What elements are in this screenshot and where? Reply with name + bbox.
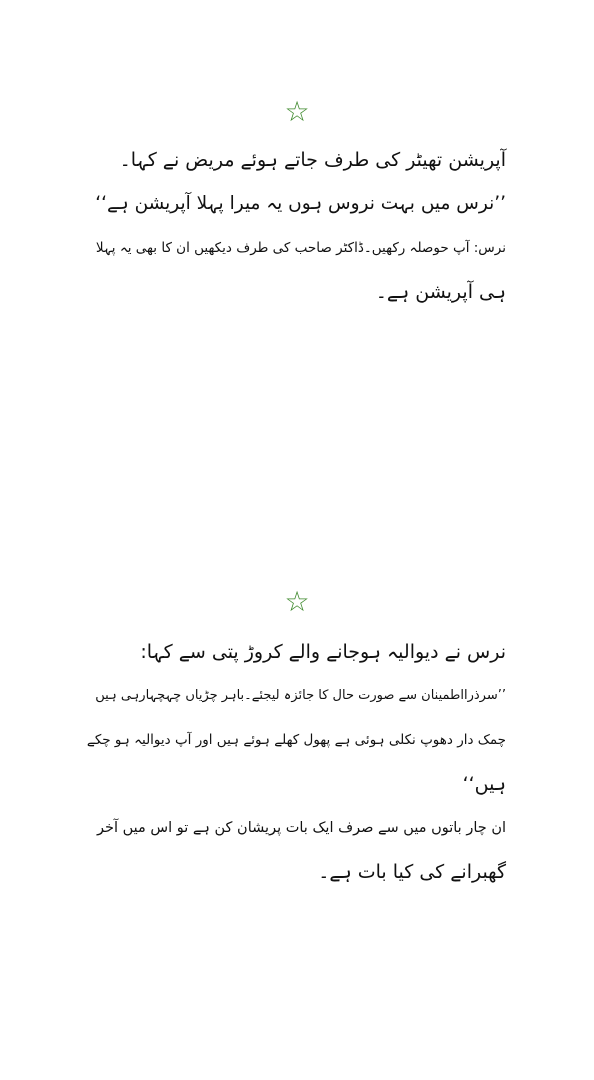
- joke-2-line-4: ہیں‘‘: [462, 773, 506, 795]
- joke-2-line-2: ’’سرذرااطمینان سے صورت حال کا جائزہ لیجئے۔باہر چڑیاں چہچہارہی ہیں: [95, 688, 506, 703]
- star-ornament-icon: ☆: [284, 95, 310, 128]
- joke-1-line-2: ’’نرس میں بہت نروس ہوں یہ میرا پہلا آپریشن ہے‘‘: [95, 193, 506, 214]
- joke-2-line-5: ان چار باتوں میں سے صرف ایک بات پریشان کن ہے تو اس میں آخر: [97, 820, 506, 836]
- joke-1: [86, 138, 506, 314]
- joke-2-line-1: نرس نے دیوالیہ ہوجانے والے کروڑ پتی سے کہا:: [140, 641, 506, 663]
- joke-1-line-1: آپریشن تھیٹر کی طرف جاتے ہوئے مریض نے کہا۔: [119, 149, 506, 171]
- joke-2-line-3: چمک دار دھوپ نکلی ہوئی ہے پھول کھلے ہوئے ہیں اور آپ دیوالیہ ہو چکے: [86, 732, 506, 748]
- joke-2-line-6: گھبرانے کی کیا بات ہے۔: [318, 861, 506, 883]
- joke-2: [86, 630, 506, 894]
- joke-1-line-3: نرس: آپ حوصلہ رکھیں۔ڈاکٹر صاحب کی طرف دیکھیں ان کا بھی یہ پہلا: [95, 240, 506, 256]
- star-ornament-icon: ☆: [284, 585, 310, 618]
- joke-1-line-4: ہی آپریشن ہے۔: [375, 281, 506, 303]
